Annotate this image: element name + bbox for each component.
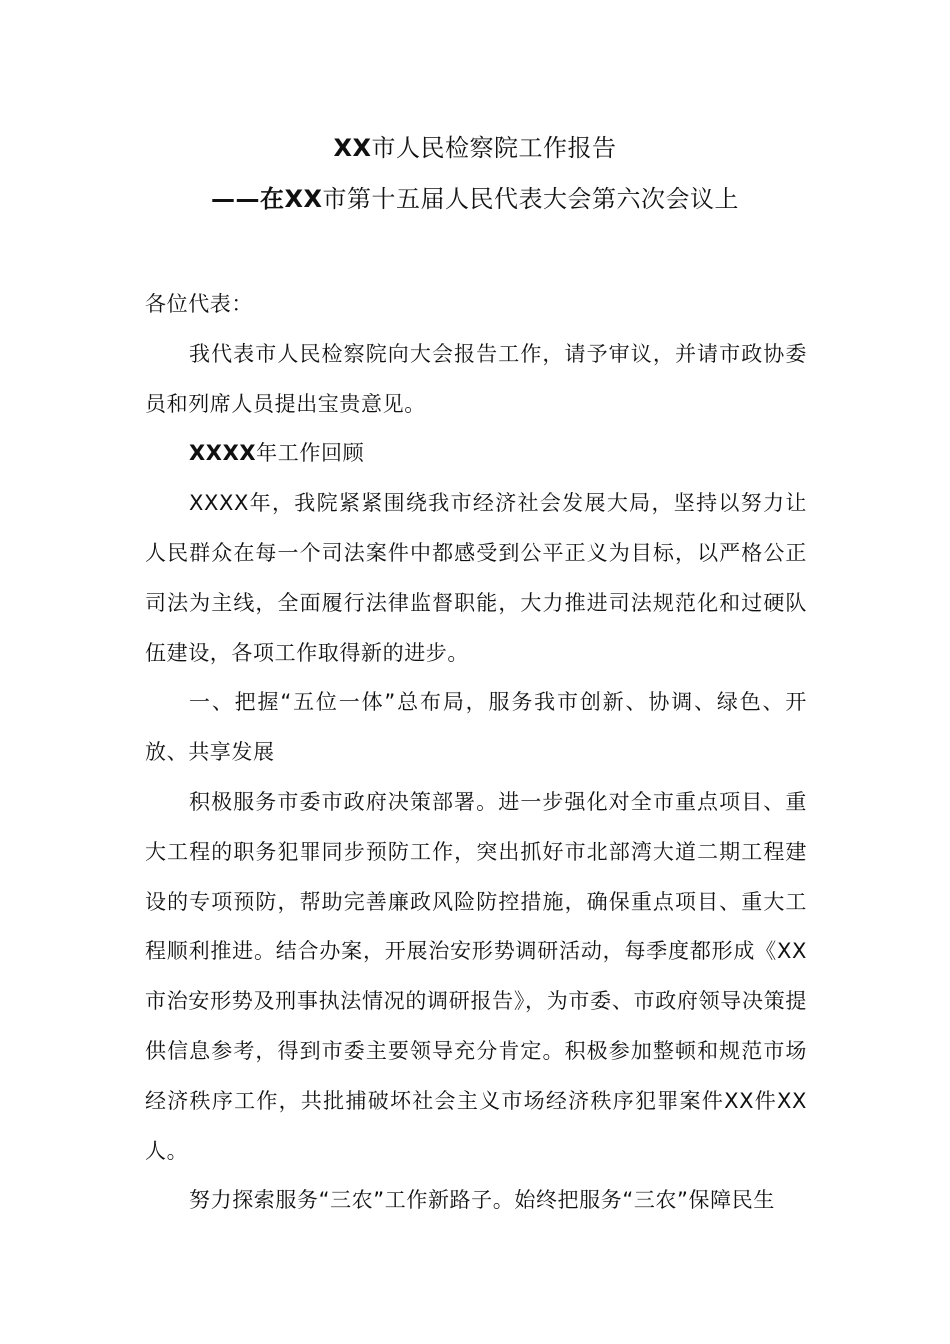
service-paragraph: 积极服务市委市政府决策部署。进一步强化对全市重点项目、重大工程的职务犯罪同步预防工作，突出抓好市北部湾大道二期工程建设的专项预防，帮助完善廉政风险防控措施，确保重点项目、重大工程顺利推进。结合办案，开展治安形势调研活动，每季度都形成《XX市治安形势及刑事执法情况的调研报告》，为市委、市政府领导决策提供信息参考，得到市委主要领导充分肯定。积极参加整顿和规范市场经济秩序工作，共批捕破坏社会主义市场经济秩序犯罪案件XX件XX人。 — [145, 789, 807, 1163]
review-heading — [145, 429, 807, 479]
subtitle-dash: ——在 — [210, 185, 285, 213]
sannong-paragraph: 努力探索服务“三农”工作新路子。始终把服务“三农”保障民生 — [189, 1188, 775, 1213]
document-subtitle — [0, 183, 950, 215]
document-title — [0, 132, 950, 164]
salutation: 各位代表： — [145, 292, 253, 316]
report-body — [145, 280, 807, 1226]
subtitle-city-placeholder: XX — [284, 185, 323, 213]
intro-paragraph: 我代表市人民检察院向大会报告工作，请予审议，并请市政协委员和列席人员提出宝贵意见。 — [145, 341, 807, 416]
section-heading-1: 一、把握“五位一体”总布局，服务我市创新、协调、绿色、开放、共享发展 — [145, 690, 807, 765]
review-heading-year: XXXX — [189, 441, 257, 466]
subtitle-text: 市第十五届人民代表大会第六次会议上 — [322, 185, 739, 213]
title-text: 市人民检察院工作报告 — [371, 134, 617, 162]
review-heading-text: 年工作回顾 — [256, 441, 365, 466]
review-paragraph: XXXX年，我院紧紧围绕我市经济社会发展大局，坚持以努力让人民群众在每一个司法案件中都感受到公平正义为目标，以严格公正司法为主线，全面履行法律监督职能，大力推进司法规范化和过硬队伍建设，各项工作取得新的进步。 — [145, 491, 807, 665]
title-city-placeholder: XX — [333, 134, 372, 162]
